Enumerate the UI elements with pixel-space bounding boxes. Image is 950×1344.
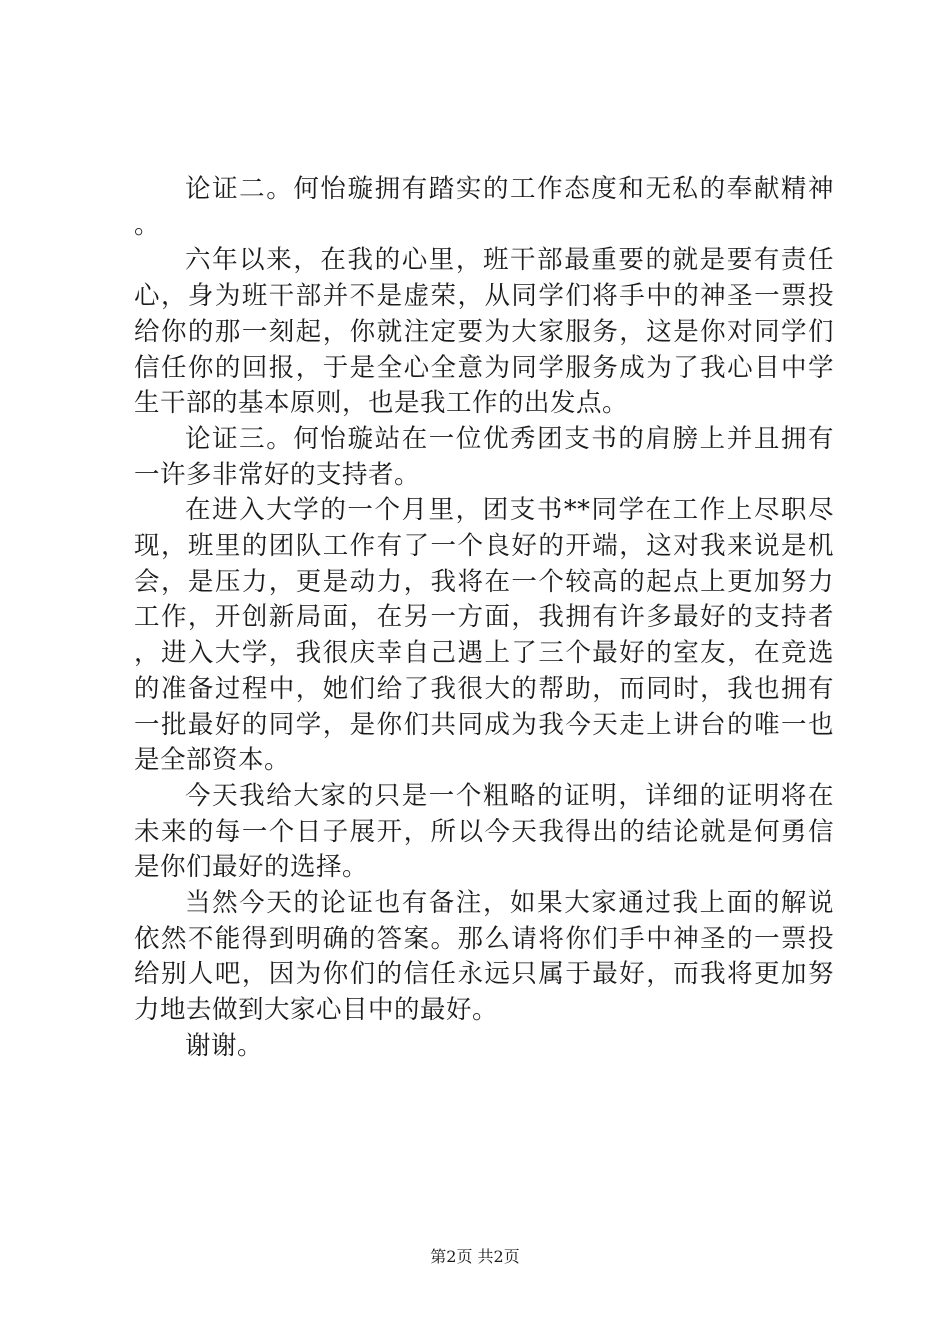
paragraph-responsibility: 六年以来，在我的心里，班干部最重要的就是要有责任心，身为班干部并不是虚荣，从同学们将手中的神圣一票投给你的那一刻起，你就注定要为大家服务，这是你对同学们信任你的回报，于是全心全意为同学服务成为了我心目中学生干部的基本原则，也是我工作的出发点。 (134, 245, 834, 419)
paragraph-conclusion: 今天我给大家的只是一个粗略的证明，详细的证明将在未来的每一个日子展开，所以今天我得出的结论就是何勇信是你们最好的选择。 (134, 780, 834, 883)
paragraph-argument-two: 论证二。何怡璇拥有踏实的工作态度和无私的奉献精神。 (134, 174, 834, 240)
document-body (134, 172, 834, 1065)
page-number-footer: 第2页 共2页 (430, 1247, 520, 1266)
paragraph-note: 当然今天的论证也有备注，如果大家通过我上面的解说依然不能得到明确的答案。那么请将你们手中神圣的一票投给别人吧，因为你们的信任永远只属于最好，而我将更加努力地去做到大家心目中的最好。 (134, 888, 834, 1026)
paragraph-argument-three: 论证三。何怡璇站在一位优秀团支书的肩膀上并且拥有一许多非常好的支持者。 (134, 423, 834, 490)
paragraph-supporters: 在进入大学的一个月里，团支书**同学在工作上尽职尽现，班里的团队工作有了一个良好的开端，这对我来说是机会，是压力，更是动力，我将在一个较高的起点上更加努力工作，开创新局面，在另一方面，我拥有许多最好的支持者，进入大学，我很庆幸自己遇上了三个最好的室友，在竞选的准备过程中，她们给了我很大的帮助，而同时，我也拥有一批最好的同学，是你们共同成为我今天走上讲台的唯一也是全部资本。 (134, 495, 834, 776)
paragraph-thanks: 谢谢。 (185, 1030, 264, 1061)
